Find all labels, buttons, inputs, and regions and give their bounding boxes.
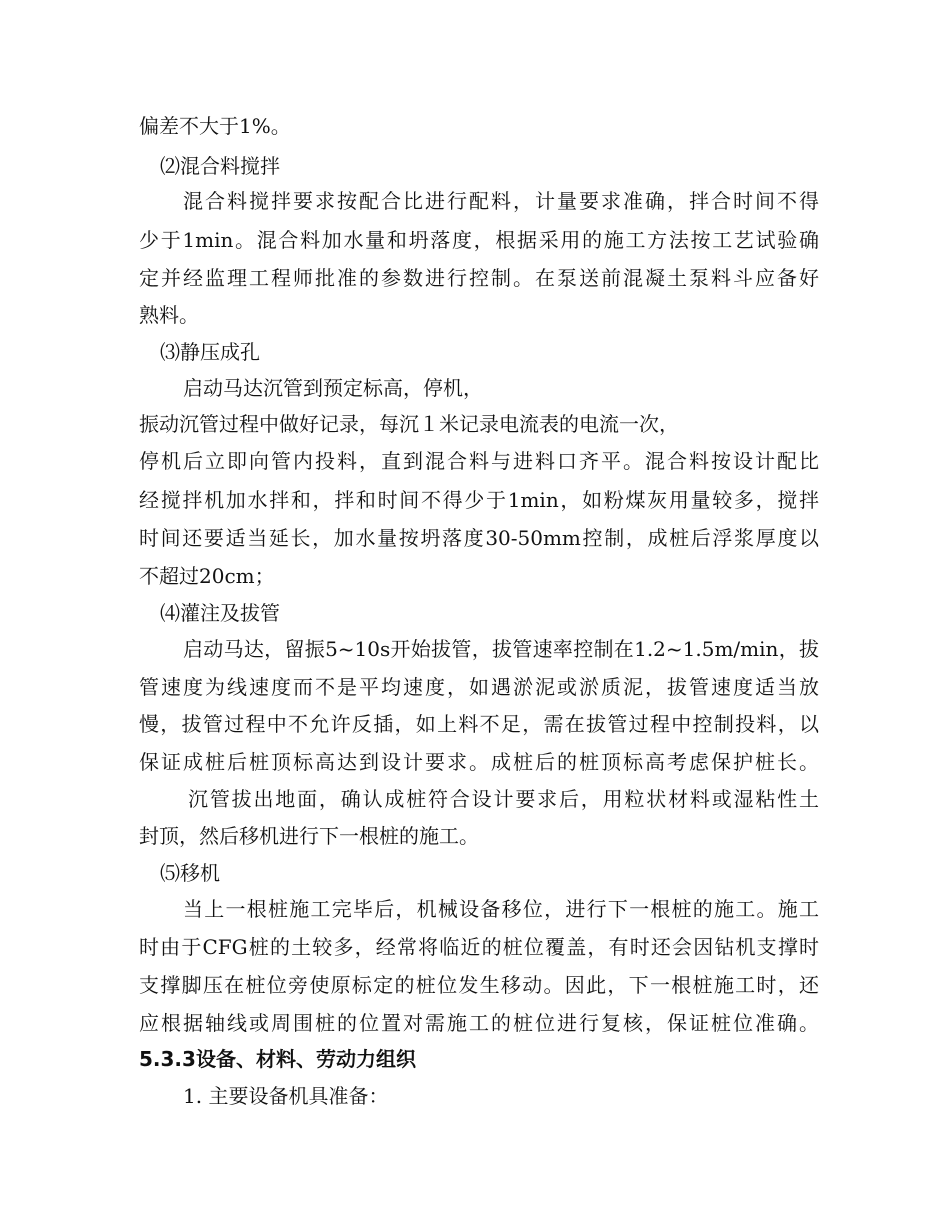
- paragraph-line: 时由于CFG桩的土较多，经常将临近的桩位覆盖，有时还会因钻机支撑时: [139, 935, 819, 959]
- subheading-mixing: ⑵混合料搅拌: [160, 154, 280, 178]
- paragraph-line: 不超过20cm；: [139, 564, 275, 588]
- paragraph-line: 停机后立即向管内投料，直到混合料与进料口齐平。混合料按设计配比: [139, 449, 819, 473]
- paragraph-line: 混合料搅拌要求按配合比进行配料，计量要求准确，拌合时间不得: [183, 189, 819, 213]
- paragraph-line: 封顶，然后移机进行下一根桩的施工。: [139, 824, 479, 848]
- paragraph-line: 启动马达，留振5~10s开始拔管，拔管速率控制在1.2~1.5m/min，拔: [183, 637, 819, 661]
- paragraph-line: 当上一根桩施工完毕后，机械设备移位，进行下一根桩的施工。施工: [183, 897, 819, 921]
- paragraph-line: 沉管拔出地面，确认成桩符合设计要求后，用粒状材料或湿粘性土: [188, 787, 819, 811]
- paragraph-line: 偏差不大于1%。: [139, 114, 291, 138]
- subheading-pouring: ⑷灌注及拔管: [160, 601, 280, 625]
- subheading-moving: ⑸移机: [160, 861, 220, 885]
- paragraph-line: 经搅拌机加水拌和，拌和时间不得少于1min，如粉煤灰用量较多，搅拌: [139, 488, 819, 512]
- paragraph-line: 保证成桩后桩顶标高达到设计要求。成桩后的桩顶标高考虑保护桩长。: [139, 750, 819, 774]
- paragraph-line: 启动马达沉管到预定标高，停机，: [183, 376, 483, 400]
- paragraph-line: 熟料。: [139, 303, 199, 327]
- paragraph-line: 管速度为线速度而不是平均速度，如遇淤泥或淤质泥，拔管速度适当放: [139, 675, 819, 699]
- paragraph-line: 支撑脚压在桩位旁使原标定的桩位发生移动。因此，下一根桩施工时，还: [139, 973, 819, 997]
- section-heading: 5.3.3设备、材料、劳动力组织: [139, 1047, 416, 1071]
- paragraph-line: 应根据轴线或周围桩的位置对需施工的桩位进行复核，保证桩位准确。: [139, 1011, 819, 1035]
- list-item: 1. 主要设备机具准备：: [183, 1084, 389, 1108]
- paragraph-line: 少于1min。混合料加水量和坍落度，根据采用的施工方法按工艺试验确: [139, 228, 819, 252]
- paragraph-line: 时间还要适当延长，加水量按坍落度30-50mm控制，成桩后浮浆厚度以: [139, 526, 819, 550]
- subheading-static-pressing: ⑶静压成孔: [160, 340, 260, 364]
- paragraph-line: 振动沉管过程中做好记录，每沉１米记录电流表的电流一次，: [139, 412, 679, 436]
- paragraph-line: 定并经监理工程师批准的参数进行控制。在泵送前混凝土泵料斗应备好: [139, 266, 819, 290]
- paragraph-line: 慢，拔管过程中不允许反插，如上料不足，需在拔管过程中控制投料，以: [139, 712, 819, 736]
